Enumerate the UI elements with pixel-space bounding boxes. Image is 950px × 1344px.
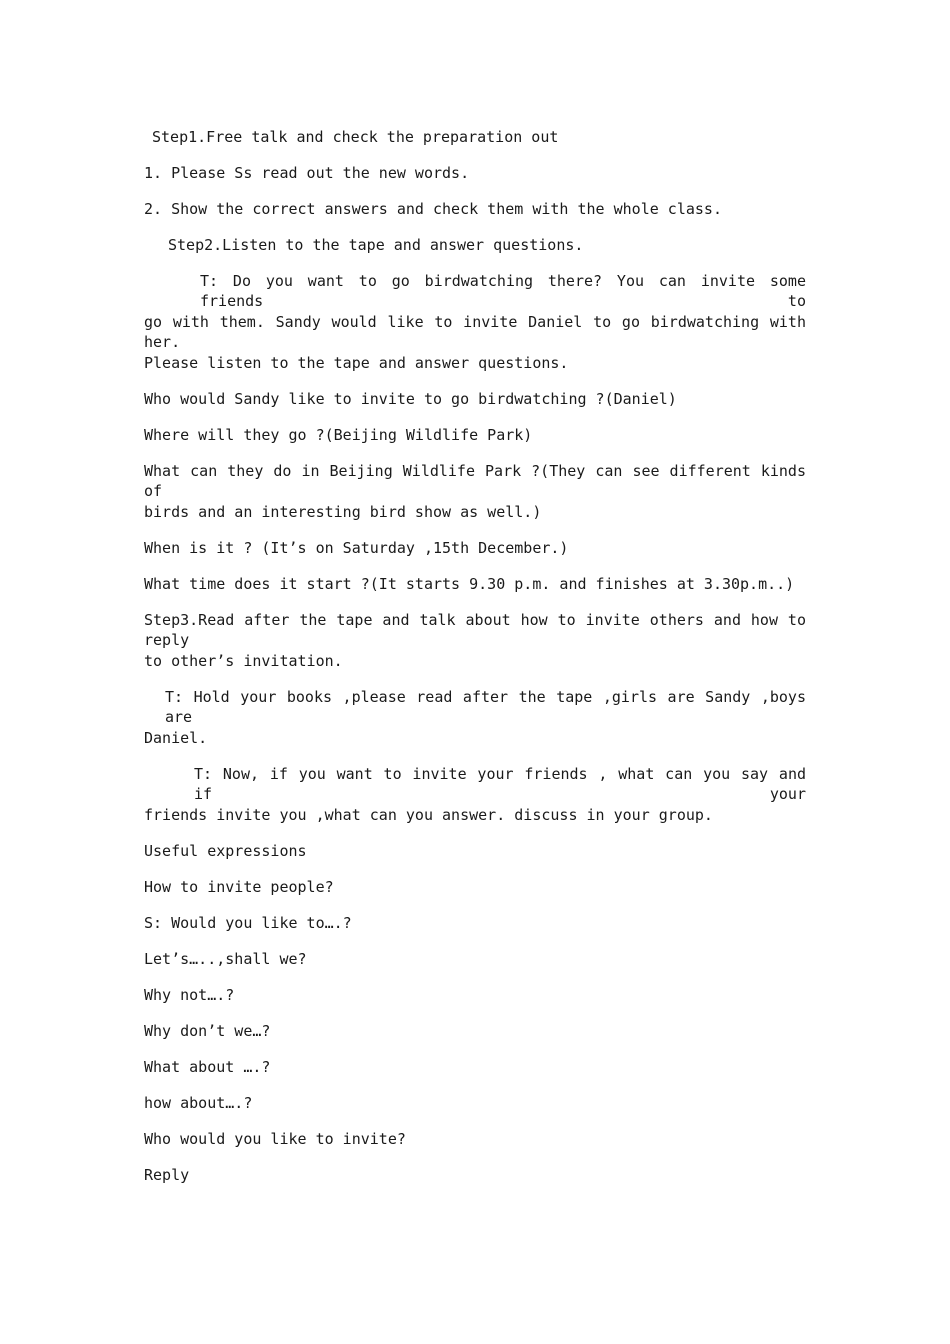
question-3-line-2: birds and an interesting bird show as well.) xyxy=(144,503,542,521)
question-5: What time does it start ?(It starts 9.30 p.m. and finishes at 3.30p.m..) xyxy=(144,575,795,593)
step2-paragraph-line-3: Please listen to the tape and answer questions. xyxy=(144,354,569,372)
step3-heading-line-2: to other’s invitation. xyxy=(144,652,343,670)
useful-expressions-heading: Useful expressions xyxy=(144,842,307,860)
step3-paragraph-1-line-1: T: Hold your books ,please read after the tape ,girls are Sandy ,boys are xyxy=(165,688,806,726)
reply-heading: Reply xyxy=(144,1166,190,1184)
expression-6: how about….? xyxy=(144,1094,253,1112)
expression-5: What about ….? xyxy=(144,1058,271,1076)
step1-heading: Step1.Free talk and check the preparation out xyxy=(152,128,559,146)
step1-item-1: 1. Please Ss read out the new words. xyxy=(144,164,470,182)
expression-3: Why not….? xyxy=(144,986,235,1004)
step1-item-2: 2. Show the correct answers and check them with the whole class. xyxy=(144,200,722,218)
expression-2: Let’s…..,shall we? xyxy=(144,950,307,968)
question-1: Who would Sandy like to invite to go birdwatching ?(Daniel) xyxy=(144,390,677,408)
step2-paragraph-line-2: go with them. Sandy would like to invite Daniel to go birdwatching with her. xyxy=(144,313,806,351)
step2-heading: Step2.Listen to the tape and answer questions. xyxy=(168,236,584,254)
step3-heading-line-1: Step3.Read after the tape and talk about how to invite others and how to reply xyxy=(144,611,806,649)
expression-7: Who would you like to invite? xyxy=(144,1130,406,1148)
question-3-line-1: What can they do in Beijing Wildlife Park ?(They can see different kinds of xyxy=(144,462,806,500)
question-2: Where will they go ?(Beijing Wildlife Park) xyxy=(144,426,533,444)
question-4: When is it ? (It’s on Saturday ,15th December.) xyxy=(144,539,569,557)
step3-paragraph-2-line-2: friends invite you ,what can you answer. discuss in your group. xyxy=(144,806,713,824)
expression-1: S: Would you like to….? xyxy=(144,914,352,932)
step3-paragraph-2-line-1: T: Now, if you want to invite your friends , what can you say and if your xyxy=(194,765,806,803)
invite-heading: How to invite people? xyxy=(144,878,334,896)
expression-4: Why don’t we…? xyxy=(144,1022,271,1040)
step3-paragraph-1-line-2: Daniel. xyxy=(144,729,208,747)
step2-paragraph-line-1: T: Do you want to go birdwatching there? You can invite some friends to xyxy=(200,272,806,310)
